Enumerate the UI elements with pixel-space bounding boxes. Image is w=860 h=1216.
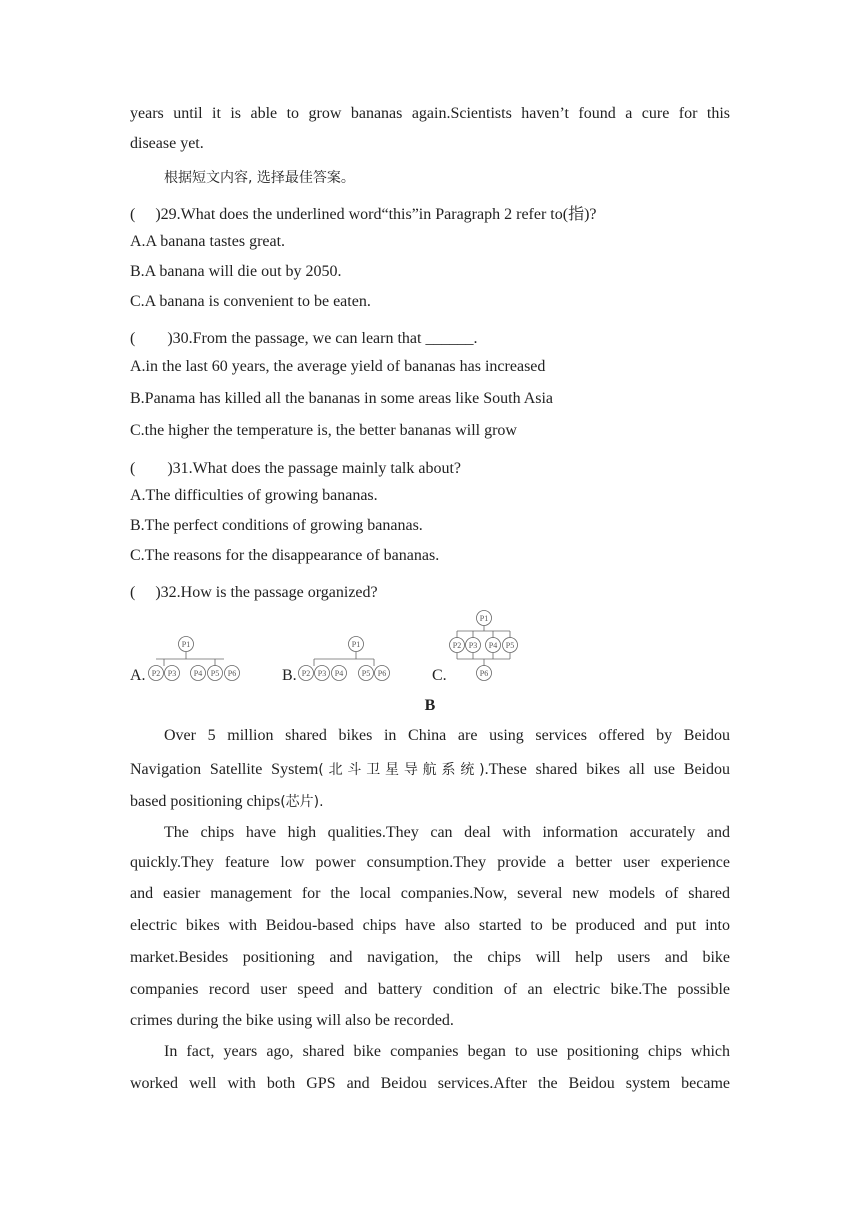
- passage-line: disease yet.: [130, 135, 204, 152]
- node-p3: P3: [468, 641, 478, 650]
- node-p5: P5: [210, 669, 220, 678]
- question-30-option-c[interactable]: C.the higher the temperature is, the better bananas will grow: [130, 422, 517, 439]
- instruction: 根据短文内容, 选择最佳答案。: [164, 170, 355, 186]
- node-p3: P3: [317, 669, 327, 678]
- node-p1: P1: [479, 614, 489, 623]
- question-30-option-b[interactable]: B.Panama has killed all the bananas in some areas like South Asia: [130, 390, 554, 407]
- node-p2: P2: [301, 669, 311, 678]
- passage-line: In fact, years ago, shared bike companies began to use positioning chips which: [164, 1043, 730, 1060]
- node-p5: P5: [505, 641, 515, 650]
- question-31-option-b[interactable]: B.The perfect conditions of growing bananas.: [130, 517, 423, 534]
- question-32-option-c[interactable]: C.: [432, 667, 447, 684]
- node-p6: P6: [479, 669, 489, 678]
- question-29-option-c[interactable]: C.A banana is convenient to be eaten.: [130, 293, 371, 310]
- node-p4: P4: [488, 641, 498, 650]
- node-p3: P3: [167, 669, 177, 678]
- node-p6: P6: [227, 669, 237, 678]
- passage-line: market.Besides positioning and navigation, the chips will help users and bike: [130, 949, 730, 966]
- node-p5: P5: [361, 669, 371, 678]
- passage-line: crimes during the bike using will also be recorded.: [130, 1012, 454, 1029]
- question-30-option-a[interactable]: A.in the last 60 years, the average yield of bananas has increased: [130, 358, 546, 375]
- question-31-option-c[interactable]: C.The reasons for the disappearance of bananas.: [130, 547, 440, 564]
- question-31-option-a[interactable]: A.The difficulties of growing bananas.: [130, 487, 378, 504]
- node-p2: P2: [151, 669, 161, 678]
- question-32-option-b[interactable]: B.: [282, 667, 297, 684]
- passage-line: based positioning chips(芯片).: [130, 793, 324, 810]
- node-p6: P6: [377, 669, 387, 678]
- passage-line: and easier management for the local companies.Now, several new models of shared: [130, 885, 730, 902]
- passage-line: Over 5 million shared bikes in China are using services offered by Beidou: [164, 727, 730, 744]
- question-32-stem: ( )32.How is the passage organized?: [130, 584, 378, 601]
- question-31-stem: ( )31.What does the passage mainly talk about?: [130, 460, 462, 477]
- node-p1: P1: [181, 640, 191, 649]
- section-heading: B: [424, 697, 436, 714]
- question-32-option-a[interactable]: A.: [130, 667, 146, 684]
- question-29-stem: ( )29.What does the underlined word“this”in Paragraph 2 refer to(指)?: [130, 206, 597, 223]
- node-p2: P2: [452, 641, 462, 650]
- structure-diagram-a: [146, 633, 246, 685]
- node-p4: P4: [193, 669, 203, 678]
- passage-line: electric bikes with Beidou-based chips have also started to be produced and put into: [130, 917, 730, 934]
- passage-line: companies record user speed and battery condition of an electric bike.The possible: [130, 981, 730, 998]
- passage-line: worked well with both GPS and Beidou services.After the Beidou system became: [130, 1075, 730, 1092]
- passage-line: quickly.They feature low power consumption.They provide a better user experience: [130, 854, 730, 871]
- node-p1: P1: [351, 640, 361, 649]
- passage-line: Navigation Satellite System(北斗卫星导航系统).These shared bikes all use Beidou: [130, 761, 731, 778]
- passage-line: years until it is able to grow bananas again.Scientists haven’t found a cure for this: [130, 105, 730, 122]
- structure-diagram-b: [296, 633, 396, 685]
- question-29-option-a[interactable]: A.A banana tastes great.: [130, 233, 286, 250]
- structure-diagram-c: [446, 607, 526, 685]
- question-29-option-b[interactable]: B.A banana will die out by 2050.: [130, 263, 342, 280]
- question-30-stem: ( )30.From the passage, we can learn that ______.: [130, 330, 478, 347]
- node-p4: P4: [334, 669, 344, 678]
- passage-line: The chips have high qualities.They can deal with information accurately and: [164, 824, 730, 841]
